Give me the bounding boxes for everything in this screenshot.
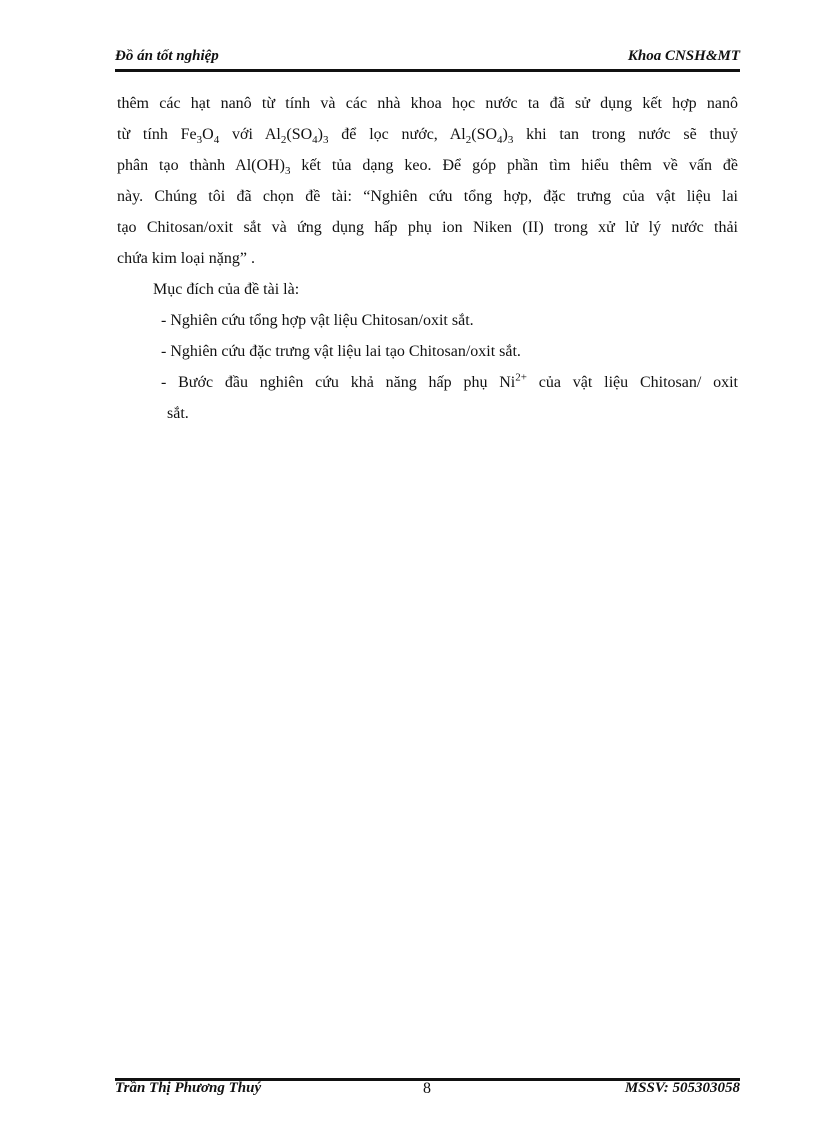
list-item: - Nghiên cứu tổng hợp vật liệu Chitosan/oxit sắt. <box>161 312 474 329</box>
purpose-list <box>117 305 738 429</box>
page-number: 8 <box>423 1080 431 1097</box>
text-line: tạo Chitosan/oxit sắt và ứng dụng hấp phụ ion Niken (II) trong xử lử lý nước thải <box>117 219 738 236</box>
purpose-heading: Mục đích của đề tài là: <box>153 281 300 298</box>
page-footer <box>115 1080 740 1102</box>
text-line: thêm các hạt nanô từ tính và các nhà khoa học nước ta đã sử dụng kết hợp nanô <box>117 95 738 112</box>
footer-student-id: MSSV: 505303058 <box>624 1080 740 1096</box>
text-line: chứa kim loại nặng” . <box>117 250 255 267</box>
page-body <box>117 88 738 429</box>
intro-paragraph <box>117 88 738 274</box>
text-line: này. Chúng tôi đã chọn đề tài: “Nghiên cứu tổng hợp, đặc trưng của vật liệu lai <box>117 188 738 205</box>
list-item: - Bước đầu nghiên cứu khả năng hấp phụ $Ni^{2+}$ của vật liệu Chitosan/ oxit sắt. <box>117 367 738 429</box>
text-line-formula: phân tạo thành $Al(OH)_3$ kết tủa dạng keo. Để góp phần tìm hiểu thêm về vấn đề <box>117 157 739 178</box>
header-rule <box>115 69 740 72</box>
text-line-formula: - Bước đầu nghiên cứu khả năng hấp phụ $Ni^{2+}$ của vật liệu Chitosan/ oxit <box>161 371 739 391</box>
list-item: - Nghiên cứu đặc trưng vật liệu lai tạo Chitosan/oxit sắt. <box>161 343 521 360</box>
header-thesis-title: Đồ án tốt nghiệp <box>115 48 219 64</box>
footer-author: Trần Thị Phương Thuý <box>115 1080 262 1096</box>
text-line-formula: từ tính $Fe_3O_4$ với $Al_2(SO_4)_3$ để lọc nước, $Al_2(SO_4)_3$ khi tan trong nước sẽ thuỷ <box>117 126 738 147</box>
page-header <box>115 48 740 70</box>
header-faculty: Khoa CNSH&MT <box>627 48 740 64</box>
